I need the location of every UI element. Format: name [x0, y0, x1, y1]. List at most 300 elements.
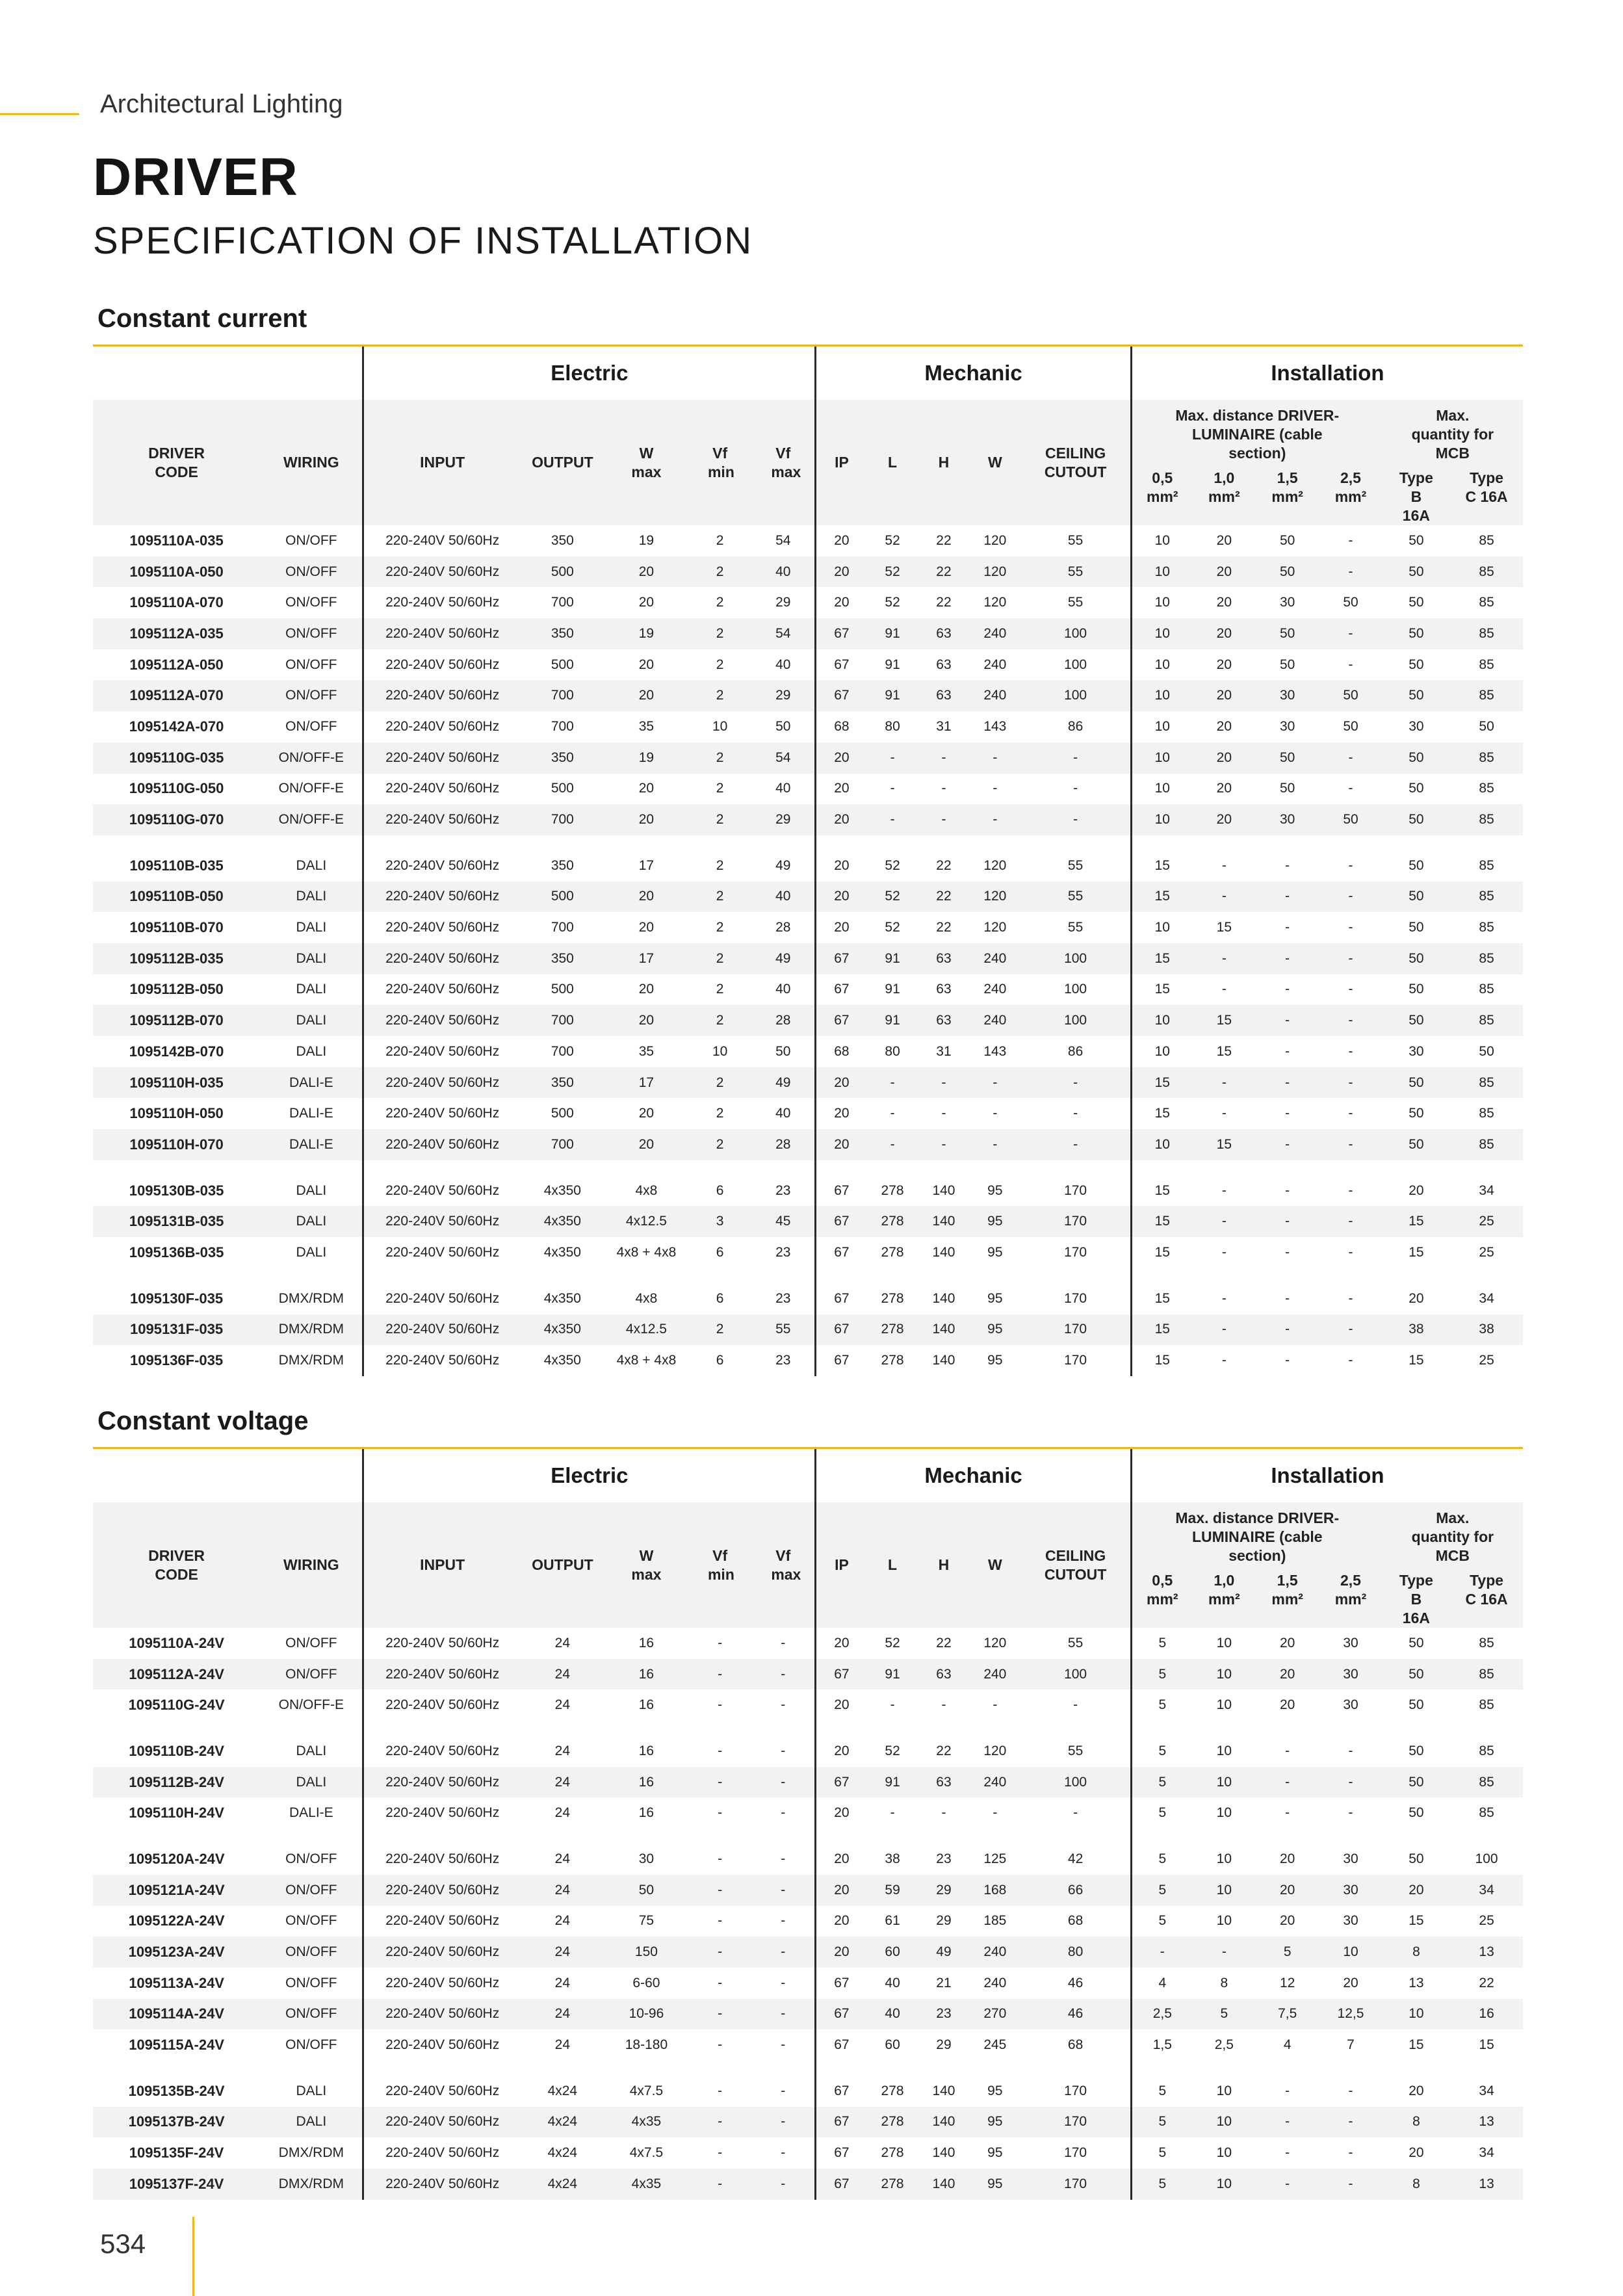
table-cell: 1095136B-035 — [129, 1244, 224, 1260]
table-cell: 220-240V 50/60Hz — [363, 1175, 521, 1207]
table-cell: - — [718, 1635, 723, 1650]
table-cell: 1095112B-050 — [129, 981, 224, 998]
table-cell: 20 — [816, 1844, 867, 1875]
table-cell: 85 — [1479, 595, 1494, 610]
table-cell: ON/OFF — [260, 556, 363, 588]
table-cell: 91 — [867, 1767, 918, 1798]
table-cell: 50 — [1383, 1129, 1451, 1160]
table-cell: - — [1285, 1290, 1290, 1306]
table-cell: 240 — [969, 943, 1020, 974]
table-cell: 67 — [816, 1175, 867, 1207]
table-cell: 30 — [1279, 595, 1295, 610]
table-cell: 170 — [1020, 2169, 1131, 2200]
table-cell: 2 — [688, 618, 751, 649]
table-cell: 20 — [604, 1005, 688, 1036]
table-cell: 1095135F-24V — [129, 2145, 224, 2161]
table-cell: 4 — [1131, 1968, 1192, 1999]
table-cell: 16 — [1450, 1999, 1523, 2030]
table-cell: 220-240V 50/60Hz — [363, 1129, 521, 1160]
table-cell: 23 — [775, 1290, 791, 1306]
table-cell: - — [1285, 857, 1290, 873]
table-cell: ON/OFF — [285, 1975, 337, 1990]
table-cell: - — [1285, 1805, 1290, 1821]
table-cell: - — [1348, 1805, 1353, 1821]
table-cell: - — [751, 1999, 815, 2030]
table-cell: 52 — [885, 1743, 900, 1758]
table-cell: 24 — [554, 1635, 571, 1650]
table-cell: 120 — [969, 556, 1020, 588]
col-h: H — [918, 400, 970, 525]
table-cell: DALI — [296, 2083, 327, 2098]
table-cell: 140 — [932, 1290, 955, 1306]
table-cell: 40 — [885, 1975, 900, 1990]
table-cell: - — [1319, 1067, 1382, 1099]
table-cell: 50 — [1256, 556, 1319, 588]
col-w: W — [969, 1502, 1020, 1628]
table-cell: 15 — [1193, 1129, 1256, 1160]
table-cell: - — [1319, 1005, 1382, 1036]
table-cell: 185 — [983, 1913, 1007, 1929]
table-cell: - — [1285, 1043, 1290, 1059]
group-blank — [93, 346, 363, 400]
table-cell: 50 — [1409, 1851, 1424, 1866]
table-cell: 20 — [816, 850, 867, 881]
table-cell: 5 — [1131, 1628, 1192, 1659]
table-cell: 85 — [1479, 1743, 1494, 1758]
table-cell: 1,5 — [1131, 2029, 1192, 2061]
table-cell: 8 — [1383, 2169, 1451, 2200]
table-cell: ON/OFF — [285, 2037, 337, 2053]
table-cell: 2 — [688, 680, 751, 711]
table-cell: DALI-E — [260, 1129, 363, 1160]
table-cell: 34 — [1479, 2083, 1494, 2098]
table-cell: 4x350 — [543, 1290, 581, 1306]
table-cell: 20 — [1279, 1851, 1295, 1866]
table-cell: 220-240V 50/60Hz — [363, 1736, 521, 1767]
table-cell: 1095113A-24V — [129, 1974, 224, 1991]
table-cell: 20 — [816, 1098, 867, 1129]
table-cell: 5 — [1131, 1844, 1192, 1875]
table-cell: 245 — [983, 2037, 1007, 2053]
table-cell: 55 — [1020, 881, 1131, 913]
table-cell: 67 — [816, 1283, 867, 1314]
table-cell: 1095110B-24V — [129, 1742, 224, 1759]
group-spacer — [93, 1721, 1523, 1736]
table-cell: 15 — [1131, 1314, 1192, 1346]
table-row — [93, 1067, 1523, 1099]
table-cell: 95 — [987, 1353, 1003, 1368]
table-cell: 5 — [1193, 1999, 1256, 2030]
spec-table — [93, 1449, 1523, 2200]
table-cell: 86 — [1067, 1043, 1084, 1059]
table-cell: 350 — [521, 742, 604, 774]
table-cell: 4x24 — [521, 2107, 604, 2138]
table-cell: - — [718, 1975, 723, 1990]
table-cell: 21 — [936, 1975, 952, 1990]
table-cell: 50 — [1409, 532, 1424, 548]
col-wiring: WIRING — [260, 400, 363, 525]
table-cell: 220-240V 50/60Hz — [363, 1844, 521, 1875]
table-cell: 10 — [1216, 1635, 1232, 1650]
table-row — [93, 1283, 1523, 1314]
table-cell: 10 — [1216, 1743, 1232, 1758]
table-cell: 45 — [751, 1206, 815, 1237]
table-cell: 15 — [1409, 1913, 1424, 1929]
table-cell: 68 — [816, 1036, 867, 1067]
constant-voltage-table — [93, 1449, 1523, 2200]
col-max-distance: Max. distance DRIVER-LUMINAIRE (cable section) — [1131, 400, 1382, 469]
table-cell: 100 — [1020, 618, 1131, 649]
table-cell: 85 — [1450, 618, 1523, 649]
group-spacer — [93, 2061, 1523, 2076]
table-cell: 95 — [969, 1206, 1020, 1237]
table-cell: 1095110B-035 — [129, 857, 224, 874]
table-cell: 10 — [1131, 525, 1192, 556]
table-cell: - — [1348, 657, 1353, 672]
table-cell: 5 — [1131, 1875, 1192, 1906]
table-cell: 220-240V 50/60Hz — [363, 1314, 521, 1346]
table-cell: 700 — [521, 680, 604, 711]
table-cell: 52 — [885, 1635, 900, 1650]
table-cell: 1095110A-035 — [129, 532, 224, 549]
table-cell: 10 — [1131, 742, 1192, 774]
table-cell: - — [1256, 2107, 1319, 2138]
table-cell: 7,5 — [1256, 1999, 1319, 2030]
table-cell: 10 — [1131, 1005, 1192, 1036]
table-cell: 240 — [969, 1005, 1020, 1036]
table-cell: - — [918, 742, 970, 774]
table-row — [93, 618, 1523, 649]
table-cell: 85 — [1479, 1697, 1494, 1713]
table-cell: - — [993, 1697, 998, 1713]
table-row — [93, 587, 1523, 618]
table-cell: 67 — [816, 974, 867, 1006]
table-cell: 1095137B-24V — [93, 2107, 260, 2138]
table-cell: 2 — [716, 857, 724, 873]
table-cell: - — [1285, 2145, 1290, 2161]
table-cell: - — [1319, 2169, 1382, 2200]
table-cell: - — [1348, 1182, 1353, 1198]
table-cell: 16 — [604, 1767, 688, 1798]
table-cell: 52 — [885, 857, 900, 873]
table-cell: 50 — [1409, 920, 1424, 935]
table-cell: 1095131F-035 — [93, 1314, 260, 1346]
table-cell: 15 — [1131, 1098, 1192, 1129]
table-cell: - — [969, 804, 1020, 835]
group-spacer — [93, 835, 1523, 850]
table-cell: - — [688, 2169, 751, 2200]
table-cell: 46 — [1020, 1999, 1131, 2030]
table-cell: 140 — [932, 2145, 955, 2161]
table-cell: - — [1319, 1206, 1382, 1237]
table-cell: 4x8 + 4x8 — [616, 1244, 677, 1260]
table-cell: 20 — [1216, 718, 1232, 734]
table-cell: 2 — [688, 1005, 751, 1036]
table-row — [93, 850, 1523, 881]
table-cell: ON/OFF — [285, 1851, 337, 1866]
table-cell: 85 — [1450, 943, 1523, 974]
table-cell: 12 — [1279, 1975, 1295, 1990]
table-cell: 240 — [969, 618, 1020, 649]
table-cell: 4x7.5 — [629, 2145, 664, 2161]
table-cell: 20 — [1216, 657, 1232, 672]
group-blank — [93, 1449, 363, 1502]
table-cell: - — [781, 2083, 786, 2098]
table-cell: 50 — [775, 718, 791, 734]
table-cell: 24 — [554, 1743, 571, 1758]
table-cell: 220-240V 50/60Hz — [363, 974, 521, 1006]
col-input: INPUT — [363, 400, 521, 525]
table-cell: 140 — [918, 2169, 970, 2200]
table-cell: 85 — [1450, 804, 1523, 835]
table-cell: 50 — [1279, 532, 1295, 548]
table-cell: 2 — [716, 781, 724, 796]
table-cell: 50 — [1409, 982, 1424, 997]
table-cell: 55 — [1067, 1743, 1084, 1758]
table-cell: 29 — [775, 595, 791, 610]
table-row — [93, 1689, 1523, 1721]
table-row — [93, 1844, 1523, 1875]
table-cell: 25 — [1479, 1913, 1494, 1929]
table-cell: 50 — [1409, 1697, 1424, 1713]
table-cell: 50 — [1383, 1659, 1451, 1690]
col-cs-15: 1,5 mm² — [1256, 469, 1319, 525]
table-cell: 170 — [1064, 1244, 1087, 1260]
table-cell: 350 — [551, 532, 574, 548]
table-cell: - — [969, 1129, 1020, 1160]
table-cell: 15 — [1131, 1345, 1192, 1376]
footer-accent-rule — [192, 2217, 194, 2296]
table-cell: 24 — [554, 1913, 571, 1929]
table-cell: - — [918, 1067, 970, 1099]
table-cell: - — [1256, 943, 1319, 974]
table-cell: 5 — [1131, 1659, 1192, 1690]
table-cell: 1095110G-24V — [128, 1697, 225, 1714]
table-cell: 20 — [1216, 595, 1232, 610]
table-cell: 20 — [1256, 1659, 1319, 1690]
table-cell: 10 — [1131, 1129, 1192, 1160]
table-cell: 120 — [983, 595, 1007, 610]
table-cell: 50 — [1409, 1635, 1424, 1650]
table-cell: 350 — [521, 618, 604, 649]
table-cell: 4x12.5 — [604, 1314, 688, 1346]
table-cell: 50 — [1383, 881, 1451, 913]
table-cell: - — [1131, 1937, 1192, 1968]
table-cell: 16 — [638, 1743, 655, 1758]
table-cell: 10 — [1193, 1767, 1256, 1798]
table-cell: 20 — [604, 881, 688, 913]
table-cell: - — [867, 742, 918, 774]
table-cell: 95 — [969, 1314, 1020, 1346]
table-cell: 143 — [983, 718, 1007, 734]
table-cell: 1095112B-035 — [93, 943, 260, 974]
table-cell: 85 — [1450, 1067, 1523, 1099]
table-cell: - — [1221, 1244, 1227, 1260]
table-cell: 13 — [1409, 1975, 1424, 1990]
table-row — [93, 1098, 1523, 1129]
col-l: L — [867, 1502, 918, 1628]
table-cell: 5 — [1131, 1736, 1192, 1767]
table-row — [93, 974, 1523, 1006]
table-cell: 220-240V 50/60Hz — [363, 680, 521, 711]
table-cell: 20 — [816, 804, 867, 835]
table-cell: 100 — [1020, 680, 1131, 711]
table-cell: 350 — [521, 943, 604, 974]
table-cell: 40 — [775, 781, 791, 796]
table-cell: - — [688, 1659, 751, 1690]
table-cell: 4x7.5 — [629, 2083, 664, 2098]
table-cell: 20 — [638, 920, 655, 935]
table-cell: 220-240V 50/60Hz — [363, 618, 521, 649]
table-cell: 85 — [1479, 781, 1494, 796]
table-cell: 100 — [1475, 1851, 1498, 1866]
table-cell: 28 — [775, 920, 791, 935]
table-cell: 170 — [1064, 1182, 1087, 1198]
table-cell: - — [718, 1697, 723, 1713]
table-cell: 170 — [1064, 1353, 1087, 1368]
table-cell: 40 — [867, 1999, 918, 2030]
group-electric: Electric — [363, 1449, 816, 1502]
table-row — [93, 2029, 1523, 2061]
table-cell: 220-240V 50/60Hz — [363, 1906, 521, 1937]
table-cell: - — [1348, 1290, 1353, 1306]
table-cell: 91 — [867, 680, 918, 711]
table-cell: 10 — [1131, 680, 1192, 711]
col-max-quantity: Max. quantity for MCB — [1383, 400, 1523, 469]
table-cell: 2 — [688, 1129, 751, 1160]
table-cell: - — [1193, 1067, 1256, 1099]
table-cell: 1095114A-24V — [93, 1999, 260, 2030]
table-row — [93, 1628, 1523, 1659]
table-cell: - — [941, 1106, 946, 1121]
table-cell: 50 — [1409, 1743, 1424, 1758]
table-cell: 40 — [751, 881, 815, 913]
constant-current-table — [93, 346, 1523, 1376]
table-cell: 120 — [983, 920, 1007, 935]
table-cell: - — [1285, 1743, 1290, 1758]
table-cell: - — [1348, 857, 1353, 873]
table-cell: - — [1221, 1106, 1227, 1121]
table-cell: 52 — [885, 920, 900, 935]
table-cell: 20 — [604, 680, 688, 711]
table-cell: 140 — [918, 1314, 970, 1346]
table-row — [93, 1659, 1523, 1690]
table-cell: - — [941, 1805, 946, 1821]
table-cell: 278 — [867, 2169, 918, 2200]
table-cell: 95 — [987, 2145, 1003, 2161]
table-cell: 85 — [1450, 1129, 1523, 1160]
table-cell: 50 — [1256, 618, 1319, 649]
table-cell: 20 — [638, 595, 655, 610]
table-cell: 23 — [918, 1999, 970, 2030]
table-cell: 120 — [969, 881, 1020, 913]
table-cell: - — [688, 1767, 751, 1798]
table-cell: 220-240V 50/60Hz — [363, 2076, 521, 2107]
table-cell: 55 — [1067, 1635, 1084, 1650]
table-cell: ON/OFF — [285, 595, 337, 610]
table-cell: 95 — [969, 2107, 1020, 2138]
table-cell: - — [688, 2107, 751, 2138]
table-cell: 10 — [1383, 1999, 1451, 2030]
table-cell: - — [1073, 1697, 1078, 1713]
table-row — [93, 2169, 1523, 2200]
table-cell: 140 — [932, 1244, 955, 1260]
table-cell: - — [688, 1937, 751, 1968]
table-cell: 20 — [638, 982, 655, 997]
table-row — [93, 1005, 1523, 1036]
table-cell: 85 — [1450, 680, 1523, 711]
table-cell: 50 — [1383, 742, 1451, 774]
table-cell: - — [781, 1913, 786, 1929]
table-cell: 3 — [688, 1206, 751, 1237]
table-cell: 100 — [1020, 943, 1131, 974]
table-cell: 30 — [1343, 1913, 1358, 1929]
table-cell: DALI-E — [260, 1067, 363, 1099]
table-cell: 50 — [1319, 680, 1382, 711]
table-cell: 24 — [521, 1937, 604, 1968]
table-cell: - — [1319, 742, 1382, 774]
col-w: W — [969, 400, 1020, 525]
table-cell: - — [1319, 943, 1382, 974]
table-row — [93, 2076, 1523, 2107]
table-cell: 55 — [1067, 595, 1084, 610]
col-type-c: Type C 16A — [1450, 469, 1523, 525]
table-cell: - — [1319, 881, 1382, 913]
table-cell: 1095110G-050 — [129, 780, 224, 797]
table-cell: DALI — [296, 1182, 327, 1198]
table-cell: ON/OFF-E — [278, 781, 344, 796]
table-cell: 28 — [751, 1005, 815, 1036]
table-cell: 5 — [1256, 1937, 1319, 1968]
table-row — [93, 1875, 1523, 1906]
table-cell: DALI — [260, 1206, 363, 1237]
table-cell: 85 — [1479, 1805, 1494, 1821]
table-cell: 75 — [638, 1913, 655, 1929]
table-cell: 220-240V 50/60Hz — [363, 804, 521, 835]
table-cell: - — [1319, 556, 1382, 588]
table-cell: 16 — [604, 1659, 688, 1690]
table-cell: 95 — [987, 1182, 1003, 1198]
table-cell: 63 — [918, 1659, 970, 1690]
table-cell: 67 — [816, 2169, 867, 2200]
table-cell: 29 — [936, 2037, 952, 2053]
table-cell: 5 — [1131, 1767, 1192, 1798]
page-title: DRIVER — [93, 148, 298, 207]
table-cell: - — [890, 1697, 895, 1713]
table-cell: 20 — [1279, 1697, 1295, 1713]
table-cell: 220-240V 50/60Hz — [363, 1659, 521, 1690]
table-cell: 220-240V 50/60Hz — [363, 1036, 521, 1067]
table-cell: 4x350 — [543, 1353, 581, 1368]
table-cell: - — [751, 2107, 815, 2138]
table-cell: 700 — [551, 1043, 574, 1059]
table-cell: 170 — [1064, 2145, 1087, 2161]
table-cell: 95 — [969, 2169, 1020, 2200]
table-cell: 67 — [816, 1206, 867, 1237]
table-cell: 20 — [1409, 1182, 1424, 1198]
table-cell: 120 — [983, 1743, 1007, 1758]
col-ceiling-cutout: CEILING CUTOUT — [1020, 400, 1131, 525]
table-cell: 1095115A-24V — [129, 2037, 224, 2054]
table-cell: 220-240V 50/60Hz — [363, 1005, 521, 1036]
table-cell: 4x350 — [543, 1244, 581, 1260]
table-cell: 220-240V 50/60Hz — [363, 556, 521, 588]
table-cell: 30 — [1256, 804, 1319, 835]
table-cell: - — [1221, 982, 1227, 997]
table-cell: 20 — [1193, 804, 1256, 835]
table-cell: 17 — [604, 943, 688, 974]
table-cell: 24 — [554, 1805, 571, 1821]
